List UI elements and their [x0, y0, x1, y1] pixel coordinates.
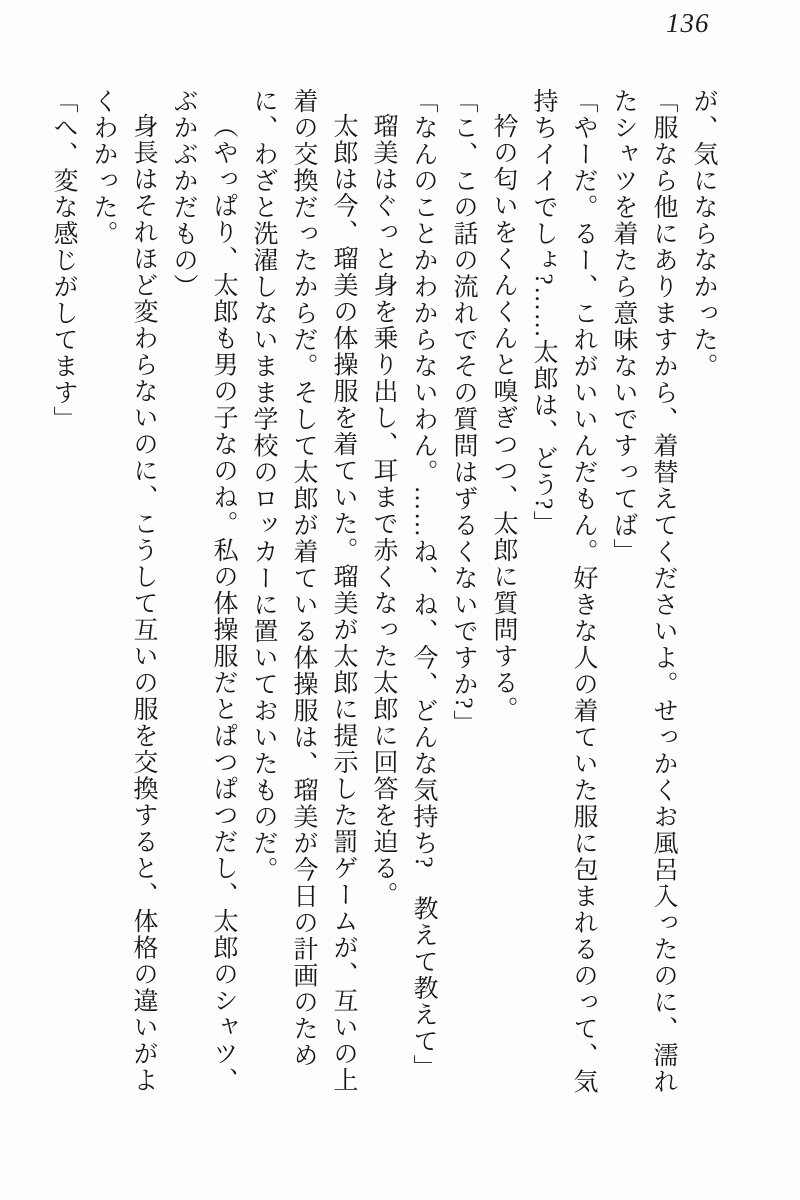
- paragraph: 「やーだ。るー、これがいいんだもん。好きな人の着ていた服に包まれるのって、気持ちイイでしょ?……太郎は、どう?」: [530, 88, 597, 1095]
- paragraph: 「服なら他にありますから、着替えてくださいよ。せっかくお風呂入ったのに、濡れたシャツを着たら意味ないですってば」: [610, 88, 677, 1095]
- paragraph: 太郎は今、瑠美の体操服を着ていた。瑠美が太郎に提示した罰ゲームが、互いの上着の交換だったからだ。そして太郎が着ている体操服は、瑠美が今日の計画のために、わざと洗濯しないまま学校のロッカーに置いておいたものだ。: [250, 88, 357, 1094]
- page-number: 136: [666, 8, 710, 38]
- paragraph: が、気にならなかった。: [690, 88, 717, 380]
- paragraph: 「なんのことかわからないわん。……ね、ね、今、どんな気持ち? 教えて教えて」: [410, 88, 437, 1082]
- paragraph: 衿の匂いをくんくんと嗅ぎつつ、太郎に質問する。: [490, 113, 517, 723]
- paragraph: 身長はそれほど変わらないのに、こうして互いの服を交換すると、体格の違いがよくわかった。: [90, 88, 157, 1094]
- text-block: [43, 88, 723, 1102]
- paragraph: 「こ、この話の流れでその質問はずるくないですか?」: [450, 88, 477, 737]
- paragraph: （やっぱり、太郎も男の子なのね。私の体操服だとぱつぱつだし、太郎のシャツ、ぶかぶかだもの）: [170, 88, 237, 1094]
- paragraph: 「へ、変な感じがしてます」: [50, 88, 77, 433]
- paragraph: 瑠美はぐっと身を乗り出し、耳まで赤くなった太郎に回答を迫る。: [370, 113, 397, 908]
